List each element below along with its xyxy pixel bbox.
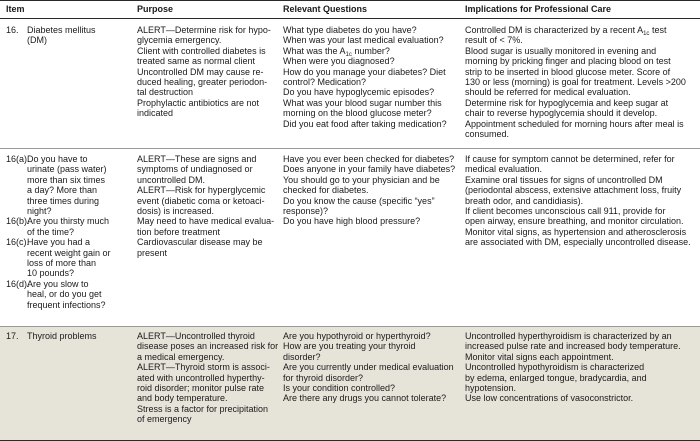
implication-line: medical evaluation. xyxy=(465,164,543,175)
subitem-16a xyxy=(6,154,131,216)
implication-line: Use low concentrations of vasoconstrictor. xyxy=(465,393,634,404)
implication-line: (periodontal abscess, extensive attachment loss, fruity xyxy=(465,185,682,196)
purpose-line: Client with controlled diabetes is xyxy=(137,45,266,56)
question-line: Does anyone in your family have diabetes? xyxy=(283,164,456,175)
question-line: Is your condition controlled? xyxy=(283,383,396,394)
subitem-line: a day? More than xyxy=(27,185,98,196)
implication-line: hypotension. xyxy=(465,383,517,394)
implication-line: Monitor vital signs, as hypertension and atherosclerosis xyxy=(465,226,687,237)
implication-line: are associated with DM, especially uncontrolled disease. xyxy=(465,237,691,248)
purpose-line: ALERT—Thyroid storm is associ- xyxy=(137,362,270,373)
purpose-line: ALERT—These are signs and xyxy=(137,154,257,164)
purpose-line: Cardiovascular disease may be xyxy=(137,237,263,248)
implication-line: Blood sugar is usually monitored in evening and xyxy=(465,45,657,56)
row-16-purpose xyxy=(137,25,271,119)
question-line: Do you know the cause (specific “yes” xyxy=(283,195,435,206)
implication-line: Controlled DM is characterized by a recent $A_{1c}$ test xyxy=(465,25,667,37)
question-line: Do you have hypoglycemic episodes? xyxy=(283,87,435,98)
purpose-line: ALERT—Determine risk for hypo- xyxy=(137,25,271,35)
question-line: Are you currently under medical evaluation xyxy=(283,362,454,373)
subitem-line: Are you slow to xyxy=(27,278,89,289)
row-17-item xyxy=(27,331,97,341)
header-purpose: Purpose xyxy=(137,4,174,14)
table-header xyxy=(0,0,700,19)
question-line: response)? xyxy=(283,206,329,217)
purpose-line: ALERT—Uncontrolled thyroid xyxy=(137,331,255,341)
row-16-questions xyxy=(283,25,447,129)
implication-line: open airway, ensure breathing, and monitor circulation. xyxy=(465,216,684,227)
subitem-line: frequent infections? xyxy=(27,299,106,310)
implication-line: consumed. xyxy=(465,129,510,140)
implication-line: Uncontrolled hypothyroidism is characterized xyxy=(465,362,645,373)
purpose-line: roid disorder; monitor pulse rate xyxy=(137,383,265,394)
implication-line: If cause for symptom cannot be determined, refer for xyxy=(465,154,675,164)
question-line: When were you diagnosed? xyxy=(283,56,395,67)
subitem-line: urinate (pass water) xyxy=(27,164,107,175)
implication-line: 130 or less (morning) is goal for treatment. Levels >200 xyxy=(465,77,686,88)
purpose-line: and body temperature. xyxy=(137,393,228,404)
implication-line: by edema, enlarged tongue, bradycardia, and xyxy=(465,372,647,383)
header-questions: Relevant Questions xyxy=(283,4,368,14)
subitem-16c xyxy=(6,237,131,279)
row-17-questions xyxy=(283,331,454,404)
implication-line: morning by pricking finger and placing blood on test xyxy=(465,56,671,67)
implication-line: breath odor, and candidiasis). xyxy=(465,195,584,206)
subitem-num: 16(a). xyxy=(6,154,30,164)
subscript-1c: 1c xyxy=(345,51,352,58)
header-item: Item xyxy=(6,4,25,14)
purpose-line: disease poses an increased risk for xyxy=(137,341,279,352)
subitem-line: 10 pounds? xyxy=(27,268,75,279)
question-line: for thyroid disorder? xyxy=(283,372,364,383)
subitem-16d xyxy=(6,279,131,310)
subscript-1c: 1c xyxy=(643,31,650,37)
purpose-line: duced healing, greater periodon- xyxy=(137,77,268,88)
row-16sub-questions xyxy=(283,154,455,227)
purpose-line: ated with uncontrolled hyperthy- xyxy=(137,372,265,383)
item-line: Diabetes mellitus xyxy=(27,25,96,35)
implication-line: Uncontrolled hyperthyroidism is characterized by an xyxy=(465,331,672,341)
question-line: Do you have high blood pressure? xyxy=(283,216,421,227)
row-16sub-implications xyxy=(465,154,691,248)
purpose-line: Stress is a factor for precipitation xyxy=(137,403,269,414)
purpose-line: indicated xyxy=(137,108,174,119)
purpose-line: Uncontrolled DM may cause re- xyxy=(137,66,264,77)
subitem-num: 16(d). xyxy=(6,278,30,289)
subitem-line: heal, or do you get xyxy=(27,289,102,300)
implication-line: strip to be inserted in blood glucose meter. Score of xyxy=(465,66,671,77)
subitem-num: 16(b). xyxy=(6,216,30,227)
subitem-16b xyxy=(6,216,131,237)
purpose-line: tal destruction xyxy=(137,87,194,98)
question-line: control? Medication? xyxy=(283,77,367,88)
subitem-line: three times during xyxy=(27,195,100,206)
subitem-line: loss of more than xyxy=(27,258,97,269)
purpose-line: May need to have medical evalua- xyxy=(137,216,275,227)
purpose-line: treated same as normal client xyxy=(137,56,256,67)
subitem-line: recent weight gain or xyxy=(27,247,111,258)
purpose-line: dosis) is increased. xyxy=(137,206,215,217)
purpose-line: uncontrolled DM. xyxy=(137,174,206,185)
row-17-implications xyxy=(465,331,681,404)
question-line: How do you manage your diabetes? Diet xyxy=(283,66,446,77)
question-line: You should go to your physician and be xyxy=(283,174,440,185)
implication-line: increased pulse rate and increased body temperature. xyxy=(465,341,681,352)
row-16-subitems xyxy=(6,154,131,310)
item-line: (DM) xyxy=(27,35,47,46)
implication-line: Appointment scheduled for morning hours after meal is xyxy=(465,118,684,129)
question-line: What type diabetes do you have? xyxy=(283,25,417,35)
purpose-line: symptoms of undiagnosed or xyxy=(137,164,253,175)
purpose-line: ALERT—Risk for hyperglycemic xyxy=(137,185,266,196)
row-divider xyxy=(0,148,700,149)
row-16sub-purpose xyxy=(137,154,274,258)
implication-line: should be referred for medical evaluation. xyxy=(465,87,631,98)
implication-line: result of < 7%. xyxy=(465,35,523,46)
question-line: morning on the blood glucose meter? xyxy=(283,108,432,119)
implication-line: Examine oral tissues for signs of uncontrolled DM xyxy=(465,174,663,185)
subitem-line: Have you had a xyxy=(27,237,91,248)
question-line: checked for diabetes. xyxy=(283,185,369,196)
question-line: Have you ever been checked for diabetes? xyxy=(283,154,455,164)
implication-line: If client becomes unconscious call 911, provide for xyxy=(465,206,666,217)
item-line: Thyroid problems xyxy=(27,331,97,341)
purpose-line: present xyxy=(137,247,168,258)
row-17-num: 17. xyxy=(6,331,19,341)
purpose-line: tion before treatment xyxy=(137,226,221,237)
question-line: What was your blood sugar number this xyxy=(283,97,442,108)
row-16-item xyxy=(27,25,96,46)
question-line: disorder? xyxy=(283,351,321,362)
subitem-line: Do you have to xyxy=(27,154,88,164)
purpose-line: of emergency xyxy=(137,414,192,425)
implication-line: Determine risk for hypoglycemia and keep sugar at xyxy=(465,97,669,108)
subitem-line: of the time? xyxy=(27,226,75,237)
subitem-line: Are you thirsty much xyxy=(27,216,110,227)
row-17-purpose xyxy=(137,331,278,425)
purpose-line: event (diabetic coma or ketoaci- xyxy=(137,195,265,206)
subitem-num: 16(c). xyxy=(6,237,30,248)
row-16-num: 16. xyxy=(6,25,19,35)
purpose-line: Prophylactic antibiotics are not xyxy=(137,97,260,108)
subitem-line: more than six times xyxy=(27,174,106,185)
purpose-line: a medical emergency. xyxy=(137,351,225,362)
question-line: When was your last medical evaluation? xyxy=(283,35,444,46)
implication-line: chair to reverse hypoglycemia should it develop. xyxy=(465,108,658,119)
purpose-line: glycemia emergency. xyxy=(137,35,222,46)
subitem-line: night? xyxy=(27,206,52,217)
question-line: How are you treating your thyroid xyxy=(283,341,416,352)
row-16-implications xyxy=(465,25,686,139)
question-line: What was the $A_{1c}$ number? xyxy=(283,45,390,58)
implication-line: Monitor vital signs each appointment. xyxy=(465,351,614,362)
question-line: Are there any drugs you cannot tolerate? xyxy=(283,393,447,404)
question-line: Did you eat food after taking medication? xyxy=(283,118,447,129)
header-implications: Implications for Professional Care xyxy=(465,4,612,14)
row-divider xyxy=(0,326,700,327)
question-line: Are you hypothyroid or hyperthyroid? xyxy=(283,331,431,341)
